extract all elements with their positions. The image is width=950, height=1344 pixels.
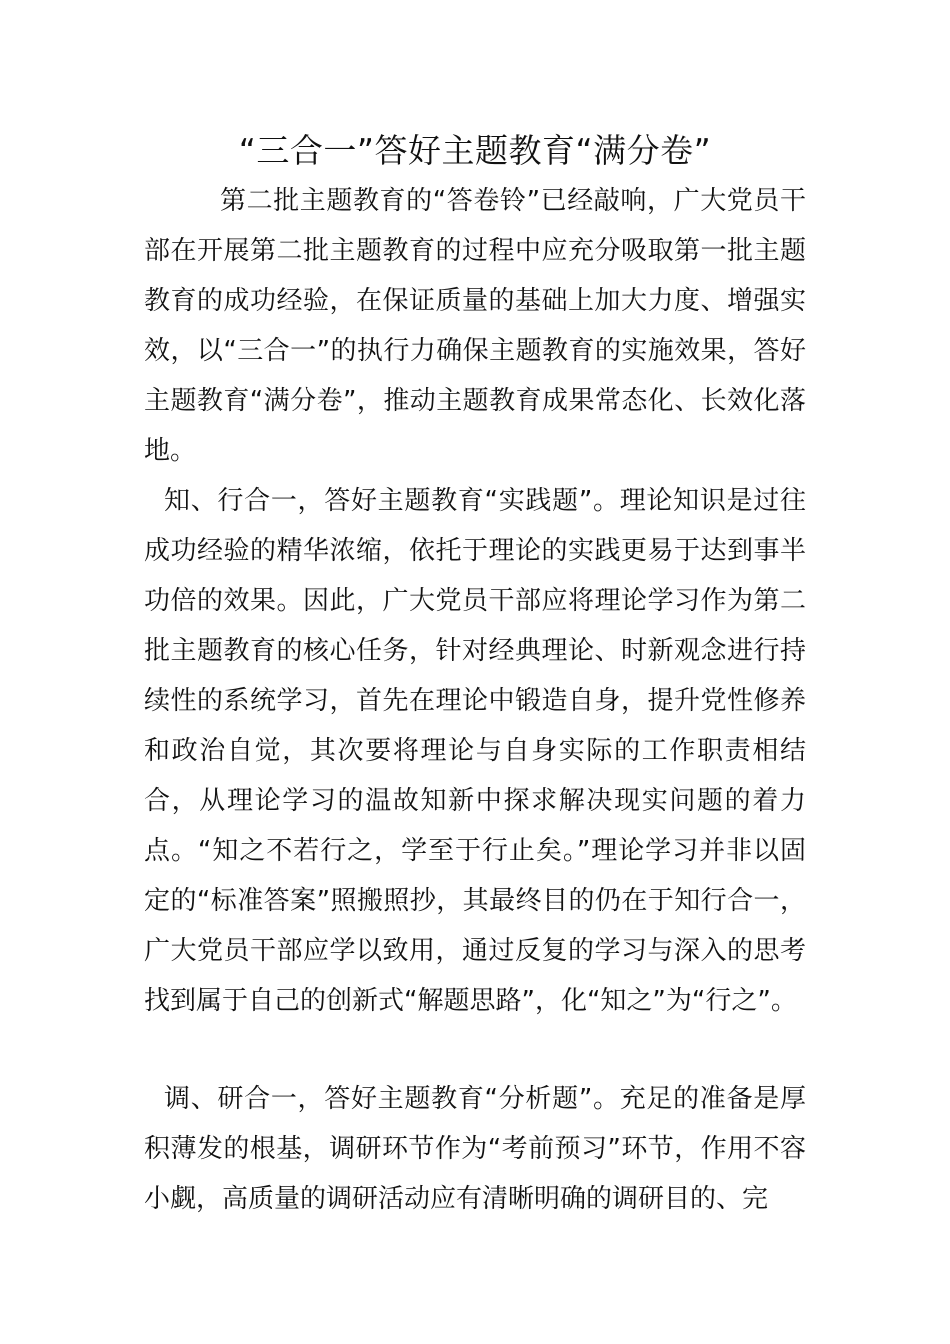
paragraph-research: 调、研合一，答好主题教育“分析题”。充足的准备是厚积薄发的根基，调研环节作为“考前预习”环节，作用不容小觑，高质量的调研活动应有清晰明确的调研目的、完	[144, 1084, 806, 1214]
paragraph-knowledge-action: 知、行合一，答好主题教育“实践题”。理论知识是过往成功经验的精华浓缩，依托于理论的实践更易于达到事半功倍的效果。因此，广大党员干部应将理论学习作为第二批主题教育的核心任务，针对经典理论、时新观念进行持续性的系统学习，首先在理论中锻造自身，提升党性修养和政治自觉，其次要将理论与自身实际的工作职责相结合，从理论学习的温故知新中探求解决现实问题的着力点。“知之不若行之，学至于行止矣。”理论学习并非以固定的“标准答案”照搬照抄，其最终目的仍在于知行合一，广大党员干部应学以致用，通过反复的学习与深入的思考找到属于自己的创新式“解题思路”，化“知之”为“行之”。	[144, 486, 806, 1016]
paragraph-intro: 第二批主题教育的“答卷铃”已经敲响，广大党员干部在开展第二批主题教育的过程中应充分吸取第一批主题教育的成功经验，在保证质量的基础上加大力度、增强实效，以“三合一”的执行力确保主题教育的实施效果，答好主题教育“满分卷”，推动主题教育成果常态化、长效化落地。	[144, 186, 806, 466]
document-title: “三合一”答好主题教育“满分卷”	[238, 131, 712, 170]
